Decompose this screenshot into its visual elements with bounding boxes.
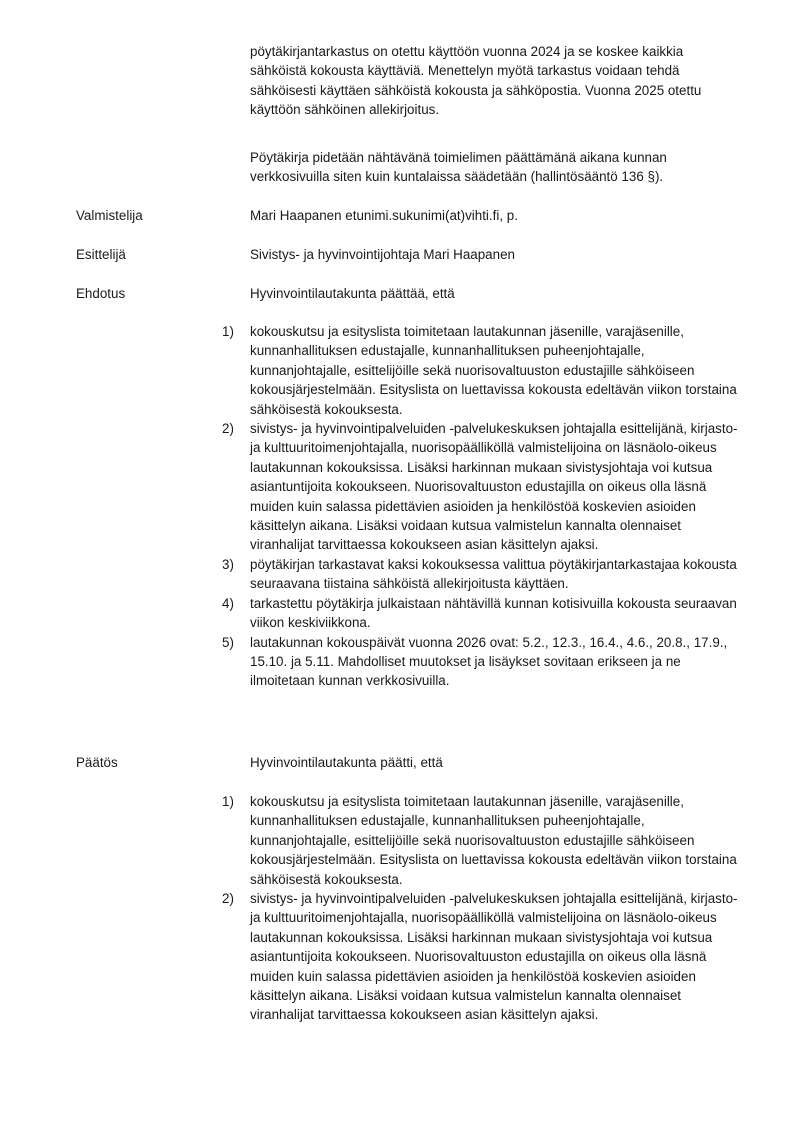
list-number: 3) xyxy=(222,556,234,572)
list-text: kokouskutsu ja esityslista toimitetaan lautakunnan jäsenille, varajäsenille, kunnanhallituksen edustajalle, kunnanhallituksen puheenjohtajalle, kunnanjohtajalle, esittelijöille sekä nuorisovaltuuston edustajille sähköiseen kokousjärjestelmään. Esityslista on luettavissa kokousta edeltävän viikon torstaina sähköisestä kokouksesta. xyxy=(250,324,737,417)
list-text: sivistys- ja hyvinvointipalveluiden -palvelukeskuksen johtajalla esittelijänä, kirjasto- ja kulttuuritoimenjohtajalla, nuorisopäälliköllä valmistelijoina on läsnäolo-oikeus lautakunnan kokouksissa. Lisäksi harkinnan mukaan sivistysjohtaja voi kutsua asiantuntijoita kokoukseen. Nuorisovaltuuston edustajilla on oikeus olla läsnä muiden kuin salassa pidettävien asioiden ja henkilöstöä koskevien asioiden käsittelyn aikana. Lisäksi voidaan kutsua valmistelun kannalta olennaiset viranhalijat tarvittaessa kokoukseen asian käsittelyn ajaksi. xyxy=(250,421,738,553)
paatos-list xyxy=(222,792,742,1025)
list-number: 2) xyxy=(222,891,234,907)
field-value: Mari Haapanen etunimi.sukunimi(at)vihti.fi, p. xyxy=(250,208,518,223)
field-value: Hyvinvointilautakunta päättää, että xyxy=(250,286,455,301)
list-number: 5) xyxy=(222,634,234,650)
list-number: 1) xyxy=(222,324,234,339)
intro-paragraph-1: pöytäkirjantarkastus on otettu käyttöön vuonna 2024 ja se koskee kaikkia sähköistä kokousta käyttäviä. Menettelyn myötä tarkastus voidaan tehdä sähköisesti käyttäen sähköistä kokousta ja sähköpostia. Vuonna 2025 otettu käyttöön sähköinen allekirjoitus. xyxy=(250,44,702,118)
field-label: Esittelijä xyxy=(76,247,126,262)
field-value: Sivistys- ja hyvinvointijohtaja Mari Haapanen xyxy=(250,247,515,262)
list-item xyxy=(222,594,742,633)
list-item xyxy=(222,419,742,555)
list-item xyxy=(222,555,742,594)
list-number: 2) xyxy=(222,421,234,437)
list-item xyxy=(222,633,742,691)
intro-paragraph-2: Pöytäkirja pidetään nähtävänä toimielimen päättämänä aikana kunnan verkkosivuilla siten kuin kuntalaissa säädetään (hallintösääntö 136 §). xyxy=(250,150,667,185)
field-label: Valmistelija xyxy=(76,208,143,223)
ehdotus-list xyxy=(222,322,742,691)
list-item xyxy=(222,792,742,889)
list-text: lautakunnan kokouspäivät vuonna 2026 ovat: 5.2., 12.3., 16.4., 4.6., 20.8., 17.9., 15.10. ja 5.11. Mahdolliset muutokset ja lisäykset sovitaan erikseen ja ne ilmoitetaan kunnan verkkosivuilla. xyxy=(250,634,728,689)
field-value: Hyvinvointilautakunta päätti, että xyxy=(250,755,443,770)
field-label: Ehdotus xyxy=(76,286,126,301)
list-number: 1) xyxy=(222,794,234,809)
list-text: tarkastettu pöytäkirja julkaistaan nähtävillä kunnan kotisivuilla kokousta seuraavan viikon keskiviikkona. xyxy=(250,595,737,631)
list-text: pöytäkirjan tarkastavat kaksi kokouksessa valittua pöytäkirjantarkastajaa kokousta seuraavana tiistaina sähköistä allekirjoitusta käyttäen. xyxy=(250,556,737,592)
list-text: kokouskutsu ja esityslista toimitetaan lautakunnan jäsenille, varajäsenille, kunnanhallituksen edustajalle, kunnanhallituksen puheenjohtajalle, kunnanjohtajalle, esittelijöille sekä nuorisovaltuuston edustajille sähköiseen kokousjärjestelmään. Esityslista on luettavissa kokousta edeltävän viikon torstaina sähköisestä kokouksesta. xyxy=(250,794,737,887)
list-number: 4) xyxy=(222,595,234,611)
list-text: sivistys- ja hyvinvointipalveluiden -palvelukeskuksen johtajalla esittelijänä, kirjasto- ja kulttuuritoimenjohtajalla, nuorisopäälliköllä valmistelijoina on läsnäolo-oikeus lautakunnan kokouksissa. Lisäksi harkinnan mukaan sivistysjohtaja voi kutsua asiantuntijoita kokoukseen. Nuorisovaltuuston edustajilla on oikeus olla läsnä muiden kuin salassa pidettävien asioiden ja henkilöstöä koskevien asioiden käsittelyn aikana. Lisäksi voidaan kutsua valmistelun kannalta olennaiset viranhalijat tarvittaessa kokoukseen asian käsittelyn ajaksi. xyxy=(250,891,738,1023)
field-label: Päätös xyxy=(76,755,118,770)
list-item xyxy=(222,889,742,1025)
list-item xyxy=(222,322,742,419)
